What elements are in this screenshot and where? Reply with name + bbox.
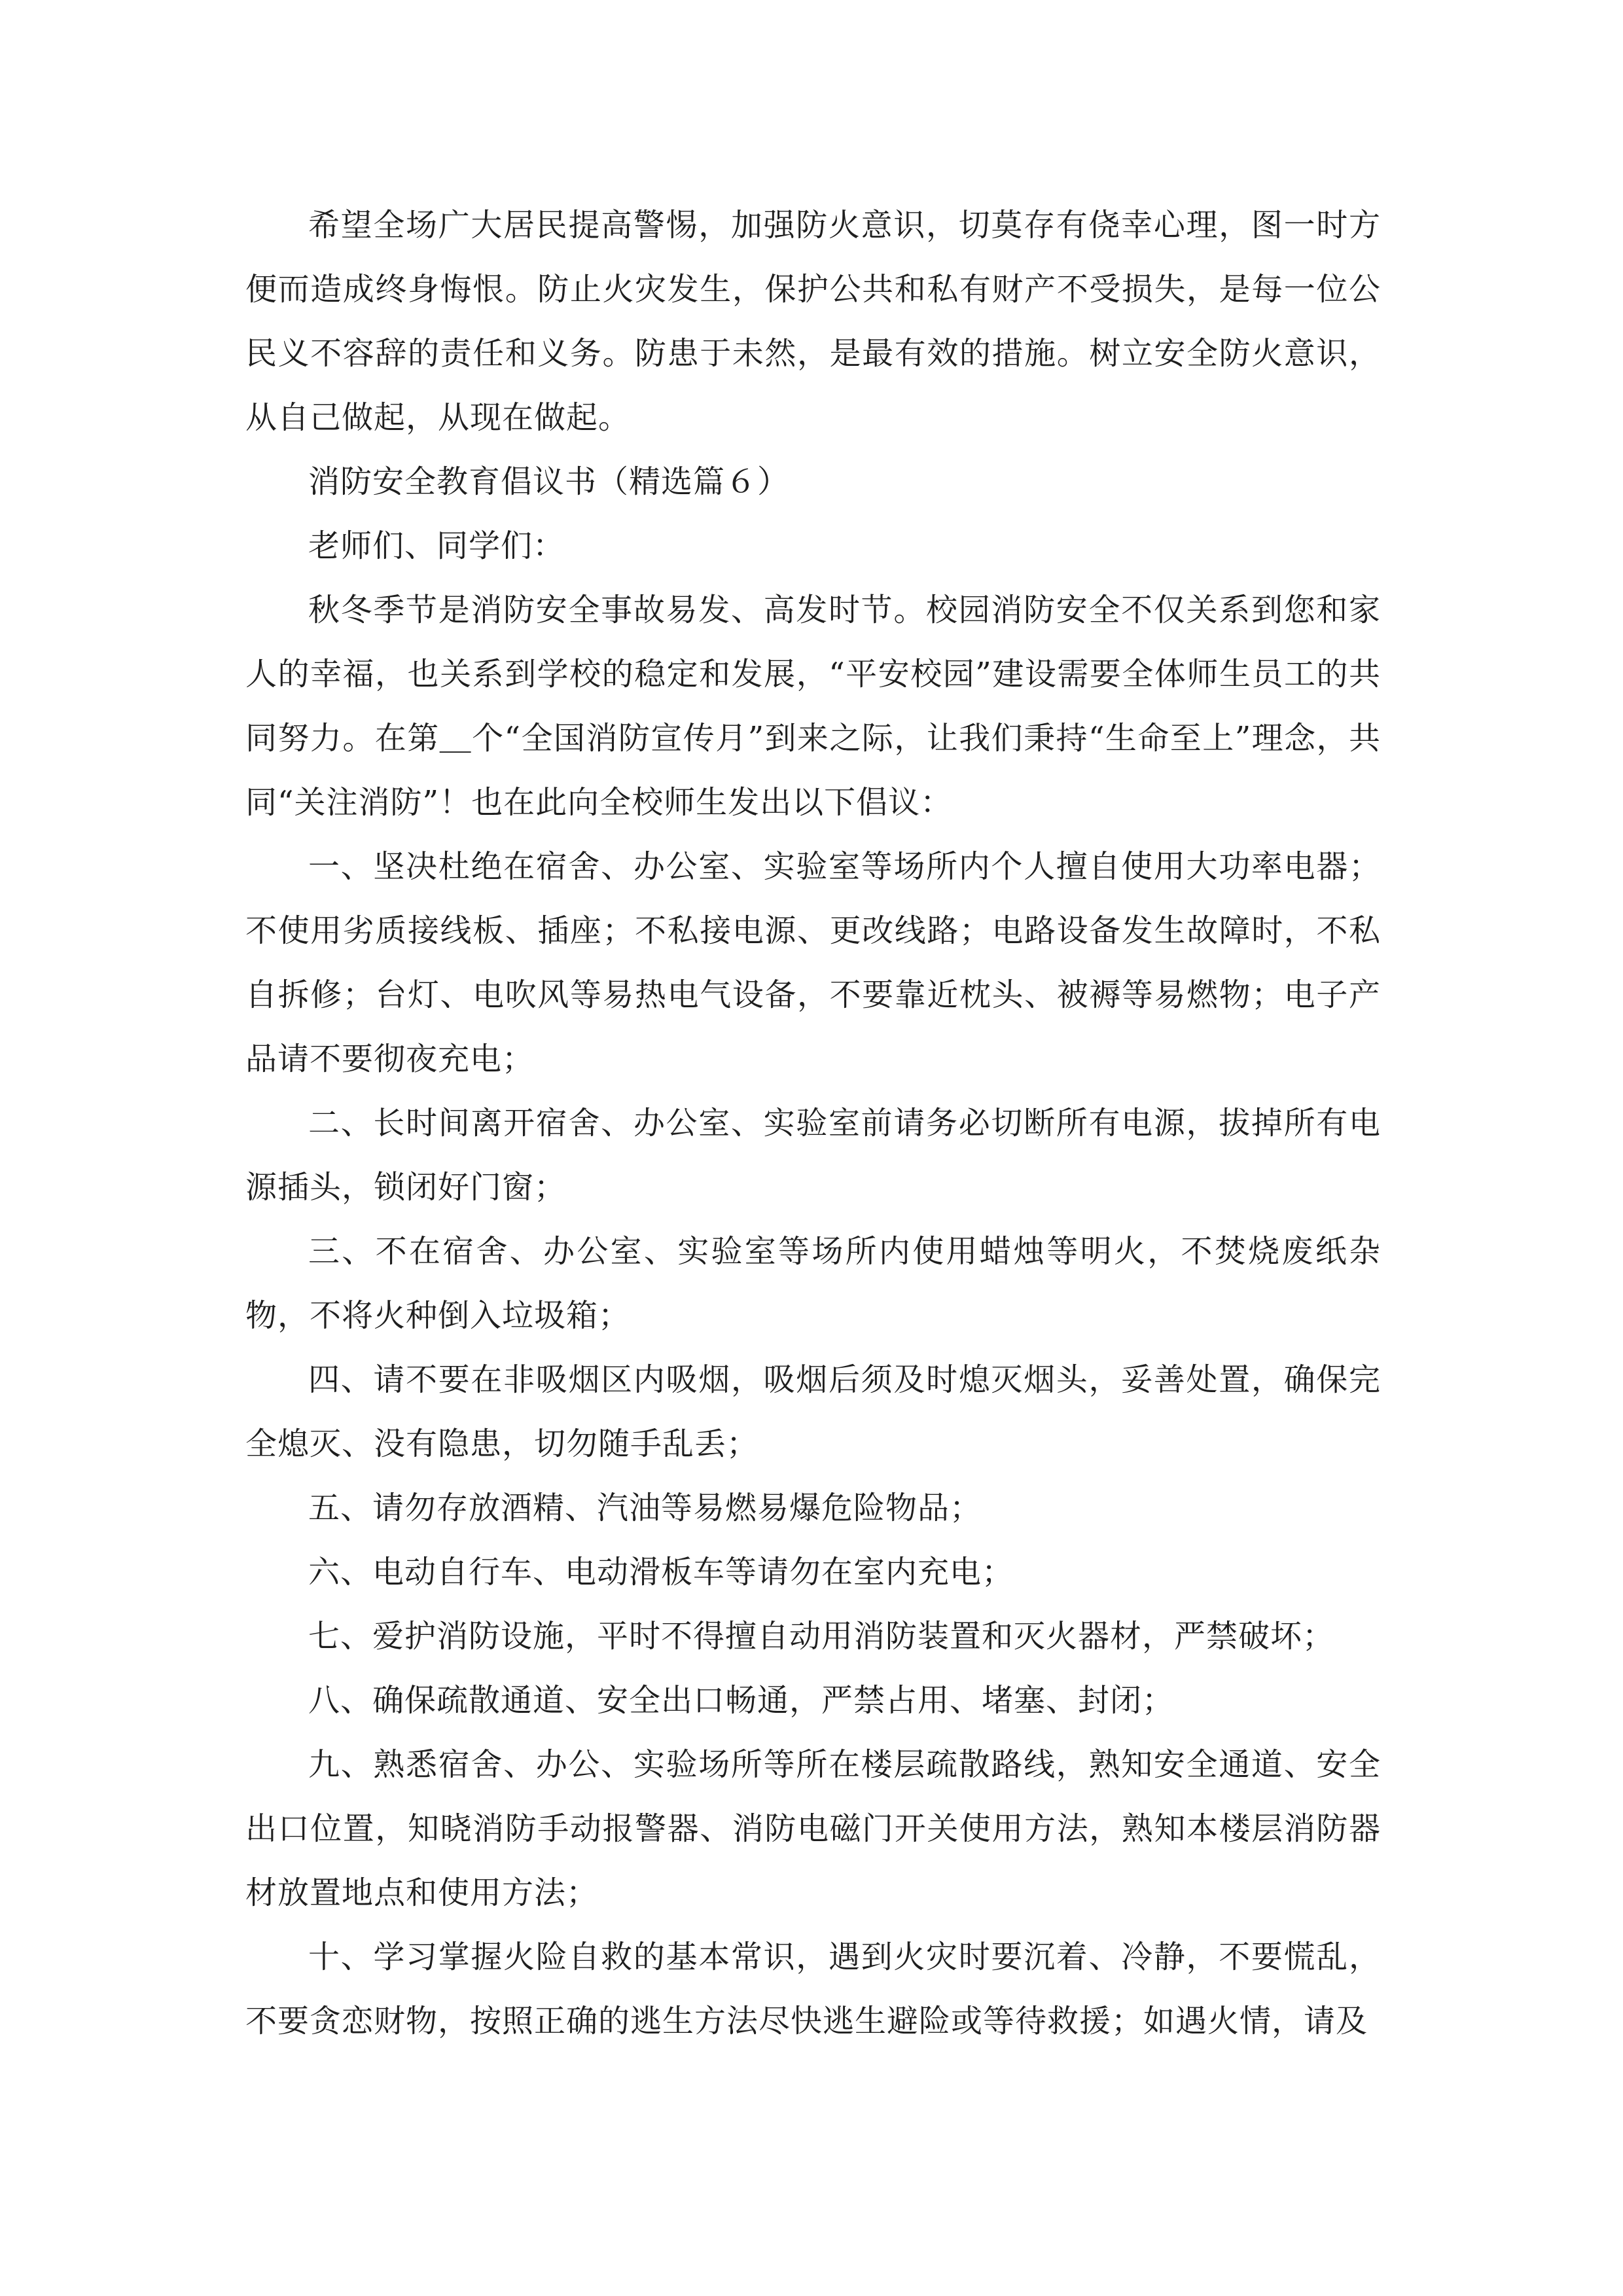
proposal-item: 十、学习掌握火险自救的基本常识，遇到火灾时要沉着、冷静，不要慌乱，不要贪恋财物，按照正确的逃生方法尽快逃生避险或等待救援；如遇火情，请及 bbox=[245, 1939, 1381, 2039]
proposal-item: 八、确保疏散通道、安全出口畅通，严禁占用、堵塞、封闭； bbox=[308, 1682, 1175, 1719]
salutation: 老师们、同学们： bbox=[308, 528, 565, 564]
proposal-item: 五、请勿存放酒精、汽油等易燃易爆危险物品； bbox=[308, 1490, 982, 1526]
proposal-item: 一、坚决杜绝在宿舍、办公室、实验室等场所内个人擅自使用大功率电器；不使用劣质接线板、插座；不私接电源、更改线路；电路设备发生故障时，不私自拆修；台灯、电吹风等易热电气设备，不要靠近枕头、被褥等易燃物；电子产品请不要彻夜充电； bbox=[245, 848, 1381, 1077]
proposal-item: 四、请不要在非吸烟区内吸烟，吸烟后须及时熄灭烟头，妥善处置，确保完全熄灭、没有隐患，切勿随手乱丢； bbox=[245, 1361, 1381, 1462]
paragraph: 秋冬季节是消防安全事故易发、高发时节。校园消防安全不仅关系到您和家人的幸福，也关系到学校的稳定和发展，“平安校园”建设需要全体师生员工的共同努力。在第＿个“全国消防宣传月”到来之际，让我们秉持“生命至上”理念，共同“关注消防”！也在此向全校师生发出以下倡议： bbox=[245, 592, 1381, 821]
proposal-item: 七、爱护消防设施，平时不得擅自动用消防装置和灭火器材，严禁破坏； bbox=[308, 1618, 1335, 1655]
proposal-item: 二、长时间离开宿舍、办公室、实验室前请务必切断所有电源，拔掉所有电源插头，锁闭好门窗； bbox=[245, 1105, 1381, 1206]
proposal-item: 三、不在宿舍、办公室、实验室等场所内使用蜡烛等明火，不焚烧废纸杂物，不将火种倒入垃圾箱； bbox=[245, 1233, 1381, 1334]
section-heading: 消防安全教育倡议书（精选篇６） bbox=[308, 463, 790, 500]
paragraph: 希望全场广大居民提高警惕，加强防火意识，切莫存有侥幸心理，图一时方便而造成终身悔恨。防止火灾发生，保护公共和私有财产不受损失，是每一位公民义不容辞的责任和义务。防患于未然，是最有效的措施。树立安全防火意识，从自己做起，从现在做起。 bbox=[245, 207, 1381, 436]
proposal-item: 九、熟悉宿舍、办公、实验场所等所在楼层疏散路线，熟知安全通道、安全出口位置，知晓消防手动报警器、消防电磁门开关使用方法，熟知本楼层消防器材放置地点和使用方法； bbox=[245, 1746, 1381, 1911]
document-body bbox=[245, 193, 1381, 2053]
proposal-item: 六、电动自行车、电动滑板车等请勿在室内充电； bbox=[308, 1554, 1014, 1590]
